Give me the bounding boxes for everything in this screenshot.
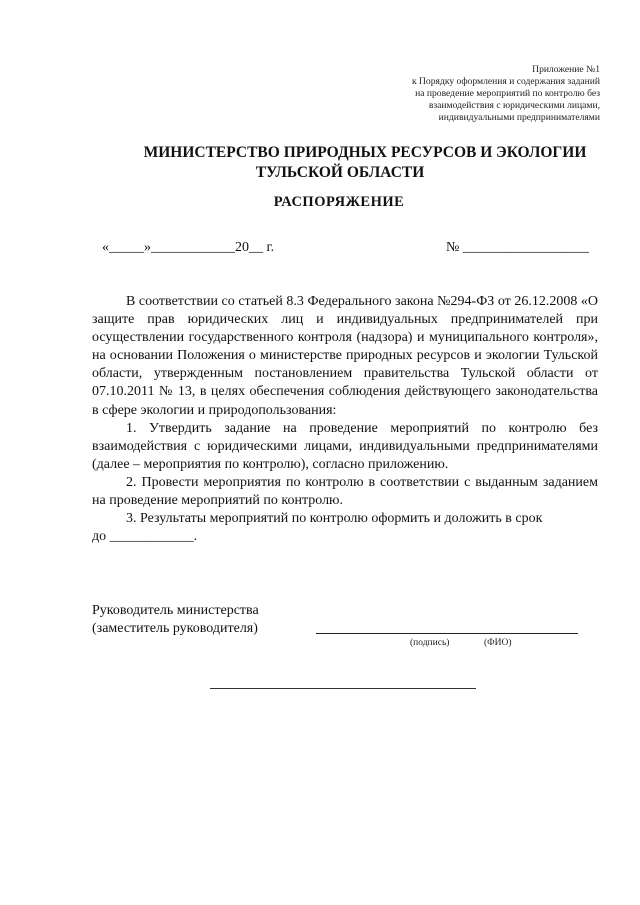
appendix-line: Приложение №1 bbox=[532, 64, 600, 75]
signer-title bbox=[92, 602, 259, 638]
signer-title-line2: (заместитель руководителя) bbox=[92, 621, 258, 636]
appendix-line: индивидуальными предпринимателями bbox=[438, 112, 600, 123]
appendix-line: на проведение мероприятий по контролю без bbox=[415, 88, 600, 99]
bottom-divider bbox=[210, 688, 476, 689]
preamble-paragraph: В соответствии со статьей 8.3 Федерального закона №294-ФЗ от 26.12.2008 «О защите прав юридических лиц и индивидуальных предпринимателей при осуществлении государственного контроля (надзора) и муниципального контроля», на основании Положения о министерстве природных ресурсов и экологии Тульской области, утвержденным постановлением правительства Тульской области от 07.10.2011 № 13, в целях обеспечения соблюдения действующего законодательства в сфере экологии и природопользования: bbox=[92, 294, 598, 418]
signature-caption: (подпись) bbox=[410, 638, 450, 648]
order-item-1: 1. Утвердить задание на проведение мероприятий по контролю без взаимодействия с юридическими лицами, индивидуальными предпринимателями (далее – мероприятия по контролю), согласно приложению. bbox=[92, 420, 598, 472]
document-body bbox=[92, 293, 598, 546]
name-caption: (ФИО) bbox=[484, 638, 512, 648]
number-field: № __________________ bbox=[446, 240, 589, 255]
deadline-line: до ____________. bbox=[92, 529, 198, 545]
signer-title-line1: Руководитель министерства bbox=[92, 603, 259, 618]
ministry-name bbox=[0, 143, 640, 183]
appendix-note bbox=[340, 64, 600, 124]
signature-line bbox=[316, 633, 578, 634]
document-title: РАСПОРЯЖЕНИЕ bbox=[273, 194, 405, 210]
order-item-3: 3. Результаты мероприятий по контролю оформить и доложить в срок bbox=[126, 511, 543, 527]
date-field: «_____»____________20__ г. bbox=[102, 240, 275, 255]
appendix-line: взаимодействия с юридическими лицами, bbox=[428, 100, 600, 111]
ministry-name-line1: МИНИСТЕРСТВО ПРИРОДНЫХ РЕСУРСОВ И ЭКОЛОГИИ bbox=[143, 144, 587, 161]
ministry-name-line2: ТУЛЬСКОЙ ОБЛАСТИ bbox=[255, 164, 425, 181]
appendix-line: к Порядку оформления и содержания заданий bbox=[411, 76, 600, 87]
order-item-2: 2. Провести мероприятия по контролю в соответствии с выданным заданием на проведение мероприятий по контролю. bbox=[92, 474, 598, 509]
